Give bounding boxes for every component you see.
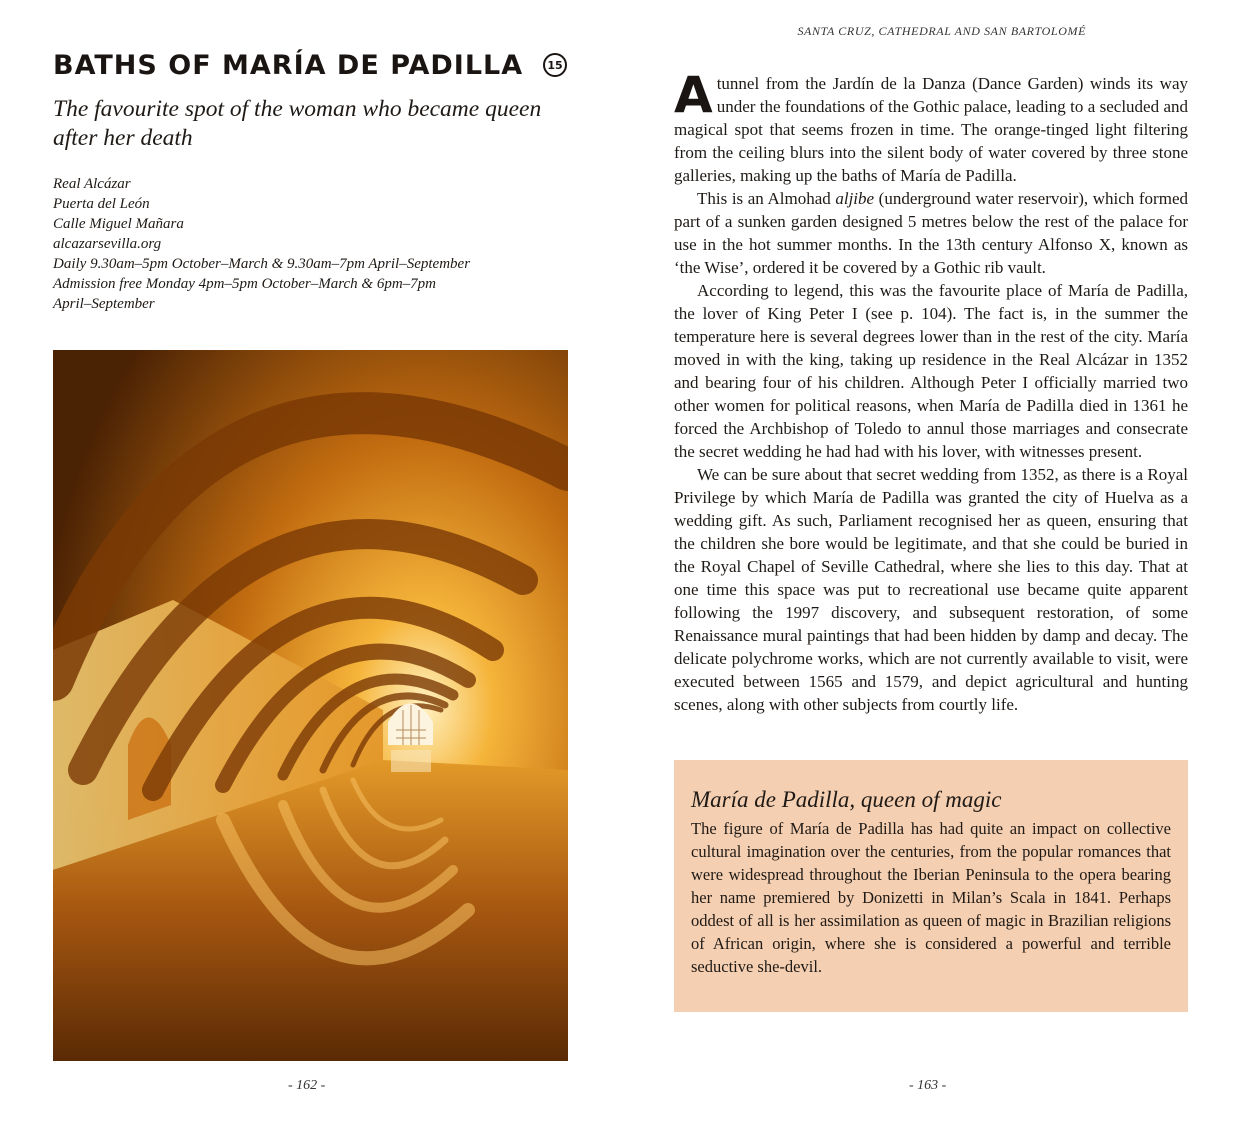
page-number: - 162 - [288,1078,326,1093]
paragraph: We can be sure about that secret wedding from 1352, as there is a Royal Privilege by which María de Padilla was granted the city of Huelva as a wedding gift. As such, Parliament recognised her as queen, ensuring that the children she bore would be legitimate, and that she could be buried in the Royal Chapel of Seville Cathedral, where she lies to this day. That at one time this space was put to recreational use became quite apparent following the 1997 discovery, and subsequent restoration, of some Renaissance mural paintings that had been hidden by damp and decay. The delicate polychrome works, which are not currently available to visit, were executed between 1565 and 1579, and depict agricultural and hunting scenes, along with other subjects from courtly life. [674,465,1188,714]
sidebar-box [674,760,1188,1012]
vaulted-baths-photo [53,350,568,1061]
paragraph [674,66,1188,187]
drop-cap: A [674,66,713,124]
paragraph: According to legend, this was the favourite place of María de Padilla, the lover of King Peter I (see p. 104). The fact is, in the summer the temperature here is several degrees lower than in the rest of the city. María moved in with the king, taking up residence in the Real Alcázar in 1352 and bearing four of his children. Although Peter I officially married two other women for political reasons, when María de Padilla died in 1361 he forced the Archbishop of Toledo to annul those marriages and consecrate the secret wedding he had had with his lover, with witnesses present. [674,281,1188,461]
sidebar-text: The figure of María de Padilla has had quite an impact on collective cultural imagination over the centuries, from the popular romances that were widespread throughout the Iberian Peninsula to the opera bearing her name premiered by Donizetti in Milan’s Scala in 1841. Perhaps oddest of all is her assimilation as queen of magic in Brazilian religions of African origin, where she is considered a powerful and terrible seductive she-devil. [691,819,1171,976]
page-number: - 163 - [909,1078,947,1093]
italic-term: aljibe [835,189,875,208]
info-line: Calle Miguel Mañara [53,216,184,232]
info-line-hours: Daily 9.30am–5pm October–March & 9.30am–7pm April–September [53,256,471,272]
info-line-website: alcazarsevilla.org [53,236,162,252]
sidebar-title: María de Padilla, queen of magic [691,787,1002,812]
info-line-admission: Admission free Monday 4pm–5pm October–March & 6pm–7pm [53,276,437,292]
paragraph: This is an Almohad aljibe (underground water reservoir), which formed part of a sunken garden designed 5 metres below the rest of the palace for use in the hot summer months. In the 13th century Alfonso X, known as ‘the Wise’, ordered it be covered by a Gothic rib vault. [674,189,1188,277]
info-line: Real Alcázar [53,176,131,192]
article-body [674,66,1188,716]
left-page [0,0,620,1123]
paragraph-text: tunnel from the Jardín de la Danza (Dance Garden) winds its way under the foundations of the Gothic palace, leading to a secluded and magical spot that seems frozen in time. The orange-tinged light filtering from the ceiling blurs into the silent body of water covered by three stone galleries, making up the baths of María de Padilla. [674,74,1188,185]
entry-number-badge: 15 [543,53,567,77]
running-head: SANTA CRUZ, CATHEDRAL AND SAN BARTOLOMÉ [797,24,1086,38]
page-title: BATHS OF MARÍA DE PADILLA [53,50,524,81]
right-page [620,0,1241,1123]
page-subtitle: The favourite spot of the woman who became queen after her death [53,96,542,151]
info-line: Puerta del León [53,196,150,212]
visitor-info [53,174,573,314]
info-line-admission-cont: April–September [53,296,155,312]
